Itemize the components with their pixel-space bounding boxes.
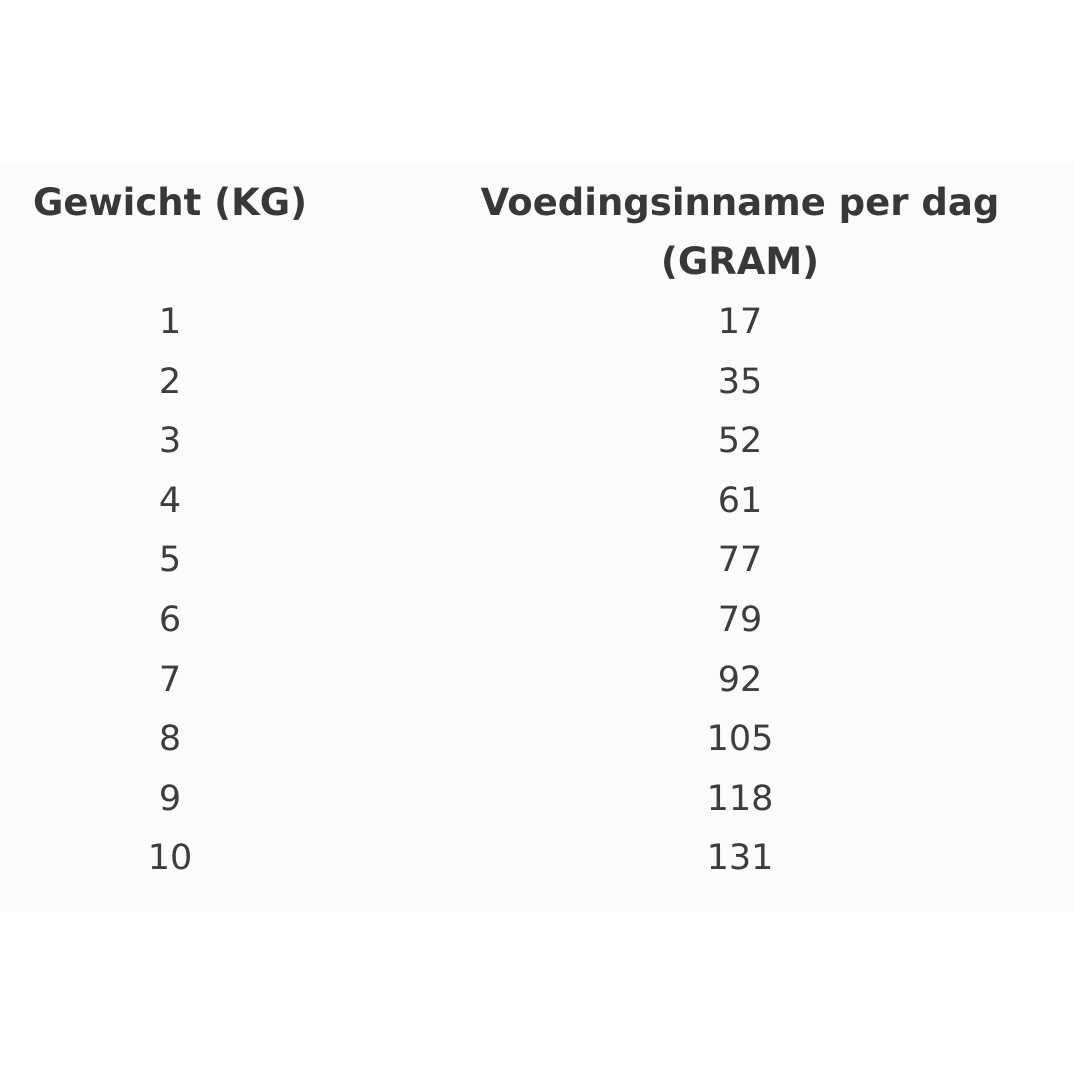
intake-cell: 92 [717,659,763,700]
header-weight-label: Gewicht (KG) [32,181,308,224]
weight-cell: 7 [158,659,182,700]
feeding-table [0,163,1074,911]
intake-cell: 131 [706,838,774,879]
table-row [0,591,1074,651]
header-intake-label: Voedingsinname per dag [480,181,1000,224]
table-row [0,412,1074,472]
weight-cell: 3 [158,421,182,462]
table-row [0,710,1074,770]
intake-cell: 79 [717,599,763,640]
weight-cell: 9 [158,778,182,819]
table-row [0,472,1074,532]
table-row [0,651,1074,711]
table-row [0,293,1074,353]
table-header [0,163,1074,293]
intake-cell: 118 [706,778,774,819]
header-intake-unit: (GRAM) [660,240,820,283]
table-row [0,770,1074,830]
intake-cell: 17 [717,302,763,342]
intake-cell: 35 [717,361,763,402]
weight-cell: 8 [158,719,182,760]
intake-cell: 105 [706,719,774,760]
weight-cell: 1 [158,302,182,342]
weight-cell: 10 [147,838,193,879]
table-body [0,293,1074,889]
intake-cell: 61 [717,480,763,521]
header-intake [440,173,1040,291]
header-weight [20,173,320,232]
table-row [0,829,1074,889]
weight-cell: 2 [158,361,182,402]
weight-cell: 6 [158,599,182,640]
intake-cell: 52 [717,421,763,462]
table-row [0,531,1074,591]
intake-cell: 77 [717,540,763,581]
weight-cell: 4 [158,480,182,521]
table-row [0,353,1074,413]
weight-cell: 5 [158,540,182,581]
